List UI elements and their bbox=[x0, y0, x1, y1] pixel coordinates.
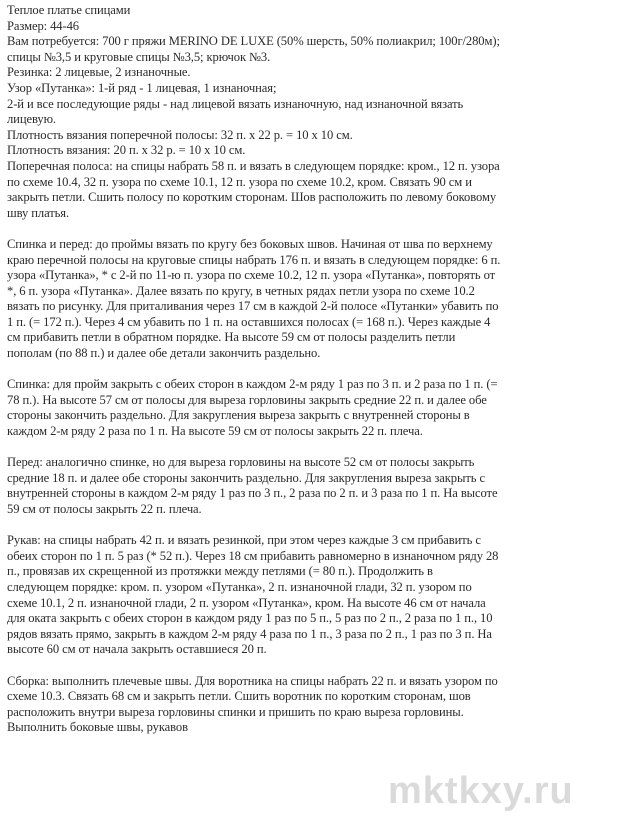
text-line: Рукав: на спицы набрать 42 п. и вязать резинкой, при этом через каждые 3 см прибавить с bbox=[7, 533, 481, 548]
text-line: Поперечная полоса: на спицы набрать 58 п. и вязать в следующем порядке: кром., 12 п. узора bbox=[7, 158, 500, 173]
text-line: Сборка: выполнить плечевые швы. Для воротника на спицы набрать 22 п. и вязать узором по bbox=[7, 673, 498, 688]
text-line: узора «Путанка», * с 2-й по 11-ю п. узора по схеме 10.2, 12 п. узора «Путанка», повторять от bbox=[7, 268, 496, 283]
text-line: Резинка: 2 лицевые, 2 изнаночные. bbox=[7, 65, 191, 80]
text-line: стороны закончить раздельно. Для закругления выреза закрыть с внутренней стороны в bbox=[7, 408, 470, 423]
text-line: Размер: 44-46 bbox=[7, 18, 79, 33]
text-line: Спинка: для пройм закрыть с обеих сторон в каждом 2-м ряду 1 раз по 3 п. и 2 раза по 1 п. (= bbox=[7, 377, 498, 392]
text-line: схеме 10.3. Связать 68 см и закрыть петли. Сшить воротник по коротким сторонам, шов bbox=[7, 689, 471, 704]
text-line: 59 см от полосы закрыть 22 п. плеча. bbox=[7, 502, 202, 516]
text-line: см прибавить петли в обратном порядке. На высоте 59 см от полосы разделить петли bbox=[7, 330, 456, 345]
text-line: 1 п. (= 172 п.). Через 4 см убавить по 1 п. на оставшихся полосах (= 168 п.). Через каждые 4 bbox=[7, 314, 491, 329]
text-line: краю перечной полосы на круговые спицы набрать 176 п. и вязать в следующем порядке: 6 п. bbox=[7, 252, 501, 267]
text-line: закрыть петли. Сшить полосу по коротким сторонам. Шов расположить по левому боковому bbox=[7, 190, 497, 205]
text-line: Плотность вязания поперечной полосы: 32 п. х 22 р. = 10 х 10 см. bbox=[7, 127, 353, 142]
text-line: для оката закрыть с обеих сторон в каждом ряду 1 раз по 5 п., 5 раз по 2 п., 2 раза по 1 п., 10 bbox=[7, 611, 493, 626]
text-line: шву платья. bbox=[7, 205, 70, 220]
text-line: каждом 2-м ряду 2 раза по 1 п. На высоте 59 см от полосы закрыть 22 п. плеча. bbox=[7, 424, 423, 439]
text-line: 78 п.). На высоте 57 см от полосы для выреза горловины закрыть средние 22 п. и далее обе bbox=[7, 392, 487, 407]
text-line: по схеме 10.4, 32 п. узора по схеме 10.1, 12 п. узора по схеме 10.2, кром. Связать 90 см и bbox=[7, 174, 472, 189]
paragraph-gap bbox=[7, 440, 617, 456]
text-line: пополам (по 88 п.) и далее обе детали закончить раздельно. bbox=[7, 346, 321, 361]
text-line: расположить внутри выреза горловины спинки и пришить по краю выреза горловины. bbox=[7, 704, 464, 719]
text-line: п., провязав их скрещенной из протяжки между петлями (= 80 п.). Продолжить в bbox=[7, 564, 433, 579]
paragraph-gap bbox=[7, 658, 617, 674]
text-line: *, 6 п. узора «Путанка». Далее вязать по кругу, в четных рядах петли узора по схеме 10.2 bbox=[7, 283, 475, 298]
text-line: следующем порядке: кром. п. узором «Путанка», 2 п. изнаночной глади, 32 п. узором по bbox=[7, 579, 472, 594]
text-line: схеме 10.1, 2 п. изнаночной глади, 2 п. узором «Путанка», кром. На высоте 46 см от начала bbox=[7, 595, 486, 610]
text-line: Вам потребуется: 700 г пряжи MERINO DE LUXE (50% шерсть, 50% полиакрил; 100г/280м); bbox=[7, 34, 500, 49]
text-line: лицевую. bbox=[7, 112, 56, 127]
paragraph-gap bbox=[7, 518, 617, 534]
text-line: внутренней стороны в каждом 2-м ряду 1 раз по 3 п., 2 раза по 2 п. и 3 раза по 1 п. На высоте bbox=[7, 486, 498, 501]
text-line: обеих сторон по 1 п. 5 раз (* 52 п.). Через 18 см прибавить равномерно в изнаночном ряду 28 bbox=[7, 548, 499, 563]
text-line: Спинка и перед: до проймы вязать по кругу без боковых швов. Начиная от шва по верхнему bbox=[7, 236, 493, 251]
text-line: спицы №3,5 и круговые спицы №3,5; крючок №3. bbox=[7, 49, 271, 64]
text-line: Перед: аналогично спинке, но для выреза горловины на высоте 52 см от полосы закрыть bbox=[7, 455, 475, 470]
text-line: 2-й и все последующие ряды - над лицевой вязать изнаночную, над изнаночной вязать bbox=[7, 96, 464, 111]
text-line: рядов вязать прямо, закрыть в каждом 2-м ряду 4 раза по 1 п., 3 раза по 2 п., 1 раз по 3 п. На bbox=[7, 626, 492, 641]
text-line: средние 18 п. и далее обе стороны закончить раздельно. Для закругления выреза закрыть с bbox=[7, 470, 485, 485]
text-line: Выполнить боковые швы, рукавов bbox=[7, 720, 188, 735]
text-line: Теплое платье спицами bbox=[7, 3, 131, 17]
text-line: вязать по рисунку. Для приталивания через 17 см в каждой 2-й полосе «Путанки» убавить по bbox=[7, 299, 499, 314]
paragraph-gap bbox=[7, 362, 617, 378]
watermark: mktkxy.ru bbox=[388, 770, 574, 812]
text-line: высоте 60 см от начала закрыть оставшиеся 20 п. bbox=[7, 642, 267, 657]
text-line: Плотность вязания: 20 п. х 32 р. = 10 х 10 см. bbox=[7, 143, 246, 158]
text-line: Узор «Путанка»: 1-й ряд - 1 лицевая, 1 изнаночная; bbox=[7, 80, 277, 95]
document-text bbox=[7, 3, 617, 736]
paragraph-gap bbox=[7, 221, 617, 237]
